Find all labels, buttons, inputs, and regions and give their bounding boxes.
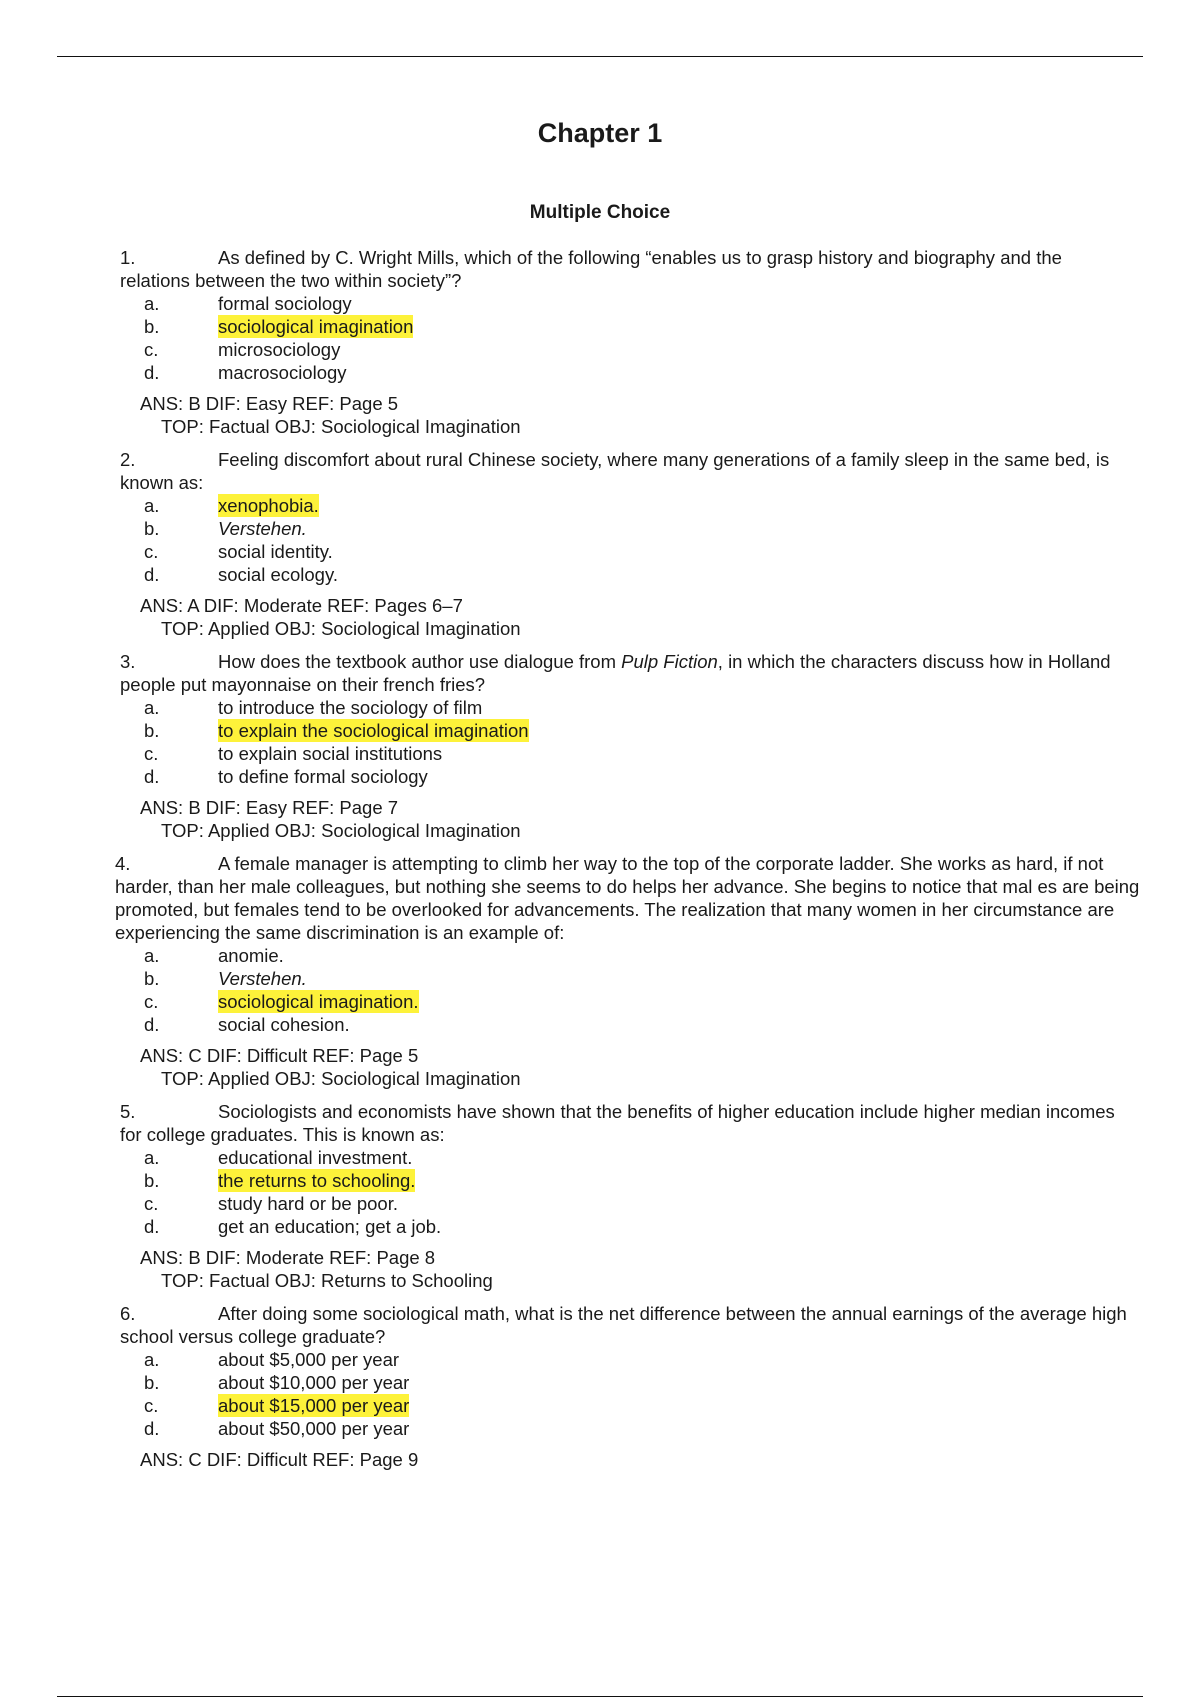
option-a[interactable]: a. anomie. [144, 945, 284, 966]
option-d[interactable]: d. social cohesion. [144, 1014, 350, 1035]
option-b[interactable]: b. Verstehen. [144, 518, 307, 539]
bottom-rule [57, 1696, 1143, 1697]
option-b[interactable]: b. about $10,000 per year [144, 1372, 410, 1393]
option-d[interactable]: d. get an education; get a job. [144, 1216, 442, 1237]
question-number: 1. [120, 247, 136, 268]
chapter-title: Chapter 1 [537, 118, 663, 148]
option-b[interactable]: b. Verstehen. [144, 968, 307, 989]
answer-line: ANS: A DIF: Moderate REF: Pages 6–7 [140, 595, 463, 616]
option-d[interactable]: d. about $50,000 per year [144, 1418, 410, 1439]
option-list [0, 494, 1200, 586]
top-rule [57, 56, 1143, 57]
question-list [0, 246, 1200, 1471]
question-number: 3. [120, 651, 136, 672]
option-a[interactable]: a. xenophobia. [144, 495, 319, 516]
option-a[interactable]: a. educational investment. [144, 1147, 413, 1168]
highlighted-answer: xenophobia. [218, 495, 319, 516]
question-stem: After doing some sociological math, what is the net difference between the annual earnings of the average high school versus college graduate? [120, 1303, 1127, 1347]
topic-line: TOP: Factual OBJ: Sociological Imagination [161, 416, 521, 437]
option-a[interactable]: a. to introduce the sociology of film [144, 697, 483, 718]
option-list [0, 696, 1200, 788]
question-number: 4. [115, 853, 131, 874]
option-d[interactable]: d. macrosociology [144, 362, 347, 383]
highlighted-answer: sociological imagination. [218, 991, 419, 1012]
option-c[interactable]: c. study hard or be poor. [144, 1193, 398, 1214]
option-c[interactable]: c. sociological imagination. [144, 991, 419, 1012]
answer-line: ANS: C DIF: Difficult REF: Page 9 [140, 1449, 419, 1470]
question-1 [0, 246, 1200, 448]
answer-line: ANS: C DIF: Difficult REF: Page 5 [140, 1045, 419, 1066]
question-stem: As defined by C. Wright Mills, which of the following “enables us to grasp history and biography and the relations between the two within society”? [120, 247, 1062, 291]
option-c[interactable]: c. social identity. [144, 541, 333, 562]
question-number: 5. [120, 1101, 136, 1122]
option-d[interactable]: d. to define formal sociology [144, 766, 428, 787]
answer-line: ANS: B DIF: Moderate REF: Page 8 [140, 1247, 436, 1268]
question-6 [0, 1302, 1200, 1471]
option-b[interactable]: b. sociological imagination [144, 316, 414, 337]
highlighted-answer: about $15,000 per year [218, 1395, 410, 1416]
option-c[interactable]: c. microsociology [144, 339, 341, 360]
highlighted-answer: sociological imagination [218, 316, 414, 337]
section-title: Multiple Choice [529, 202, 671, 223]
topic-line: TOP: Applied OBJ: Sociological Imagination [161, 1068, 521, 1089]
question-stem: A female manager is attempting to climb her way to the top of the corporate ladder. She works as hard, if not harder, than her male colleagues, but nothing she seems to do helps her advance. She begins to notice that mal es are being promoted, but females tend to be overlooked for advancements. The realization that many women in her circumstance are experiencing the same discrimination is an example of: [115, 853, 1140, 943]
answer-line: ANS: B DIF: Easy REF: Page 5 [140, 393, 399, 414]
highlighted-answer: the returns to schooling. [218, 1170, 416, 1191]
option-list [0, 1348, 1200, 1440]
question-stem: How does the textbook author use dialogue from [218, 651, 622, 672]
question-stem: Feeling discomfort about rural Chinese society, where many generations of a family sleep in the same bed, is known as: [120, 449, 1110, 493]
option-list [0, 1146, 1200, 1238]
topic-line: TOP: Applied OBJ: Sociological Imagination [161, 820, 521, 841]
option-b[interactable]: b. the returns to schooling. [144, 1170, 416, 1191]
option-b[interactable]: b. to explain the sociological imagination [144, 720, 529, 741]
topic-line: TOP: Applied OBJ: Sociological Imagination [161, 618, 521, 639]
question-5 [0, 1100, 1200, 1302]
question-stem: Sociologists and economists have shown that the benefits of higher education include higher median incomes for college graduates. This is known as: [120, 1101, 1115, 1145]
option-c[interactable]: c. about $15,000 per year [144, 1395, 410, 1416]
question-3 [0, 650, 1200, 852]
answer-line: ANS: B DIF: Easy REF: Page 7 [140, 797, 399, 818]
question-number: 2. [120, 449, 136, 470]
topic-line: TOP: Factual OBJ: Returns to Schooling [161, 1270, 493, 1291]
option-a[interactable]: a. about $5,000 per year [144, 1349, 400, 1370]
question-4 [0, 852, 1200, 1100]
question-stem-rest: , in which the characters discuss how in Holland people put mayonnaise on their french fries? [120, 651, 1111, 695]
option-d[interactable]: d. social ecology. [144, 564, 338, 585]
question-number: 6. [120, 1303, 136, 1324]
option-list [0, 944, 1200, 1036]
highlighted-answer: to explain the sociological imagination [218, 720, 529, 741]
option-c[interactable]: c. to explain social institutions [144, 743, 443, 764]
film-title: Pulp Fiction [621, 651, 718, 672]
question-2 [0, 448, 1200, 650]
option-list [0, 292, 1200, 384]
option-a[interactable]: a. formal sociology [144, 293, 352, 314]
